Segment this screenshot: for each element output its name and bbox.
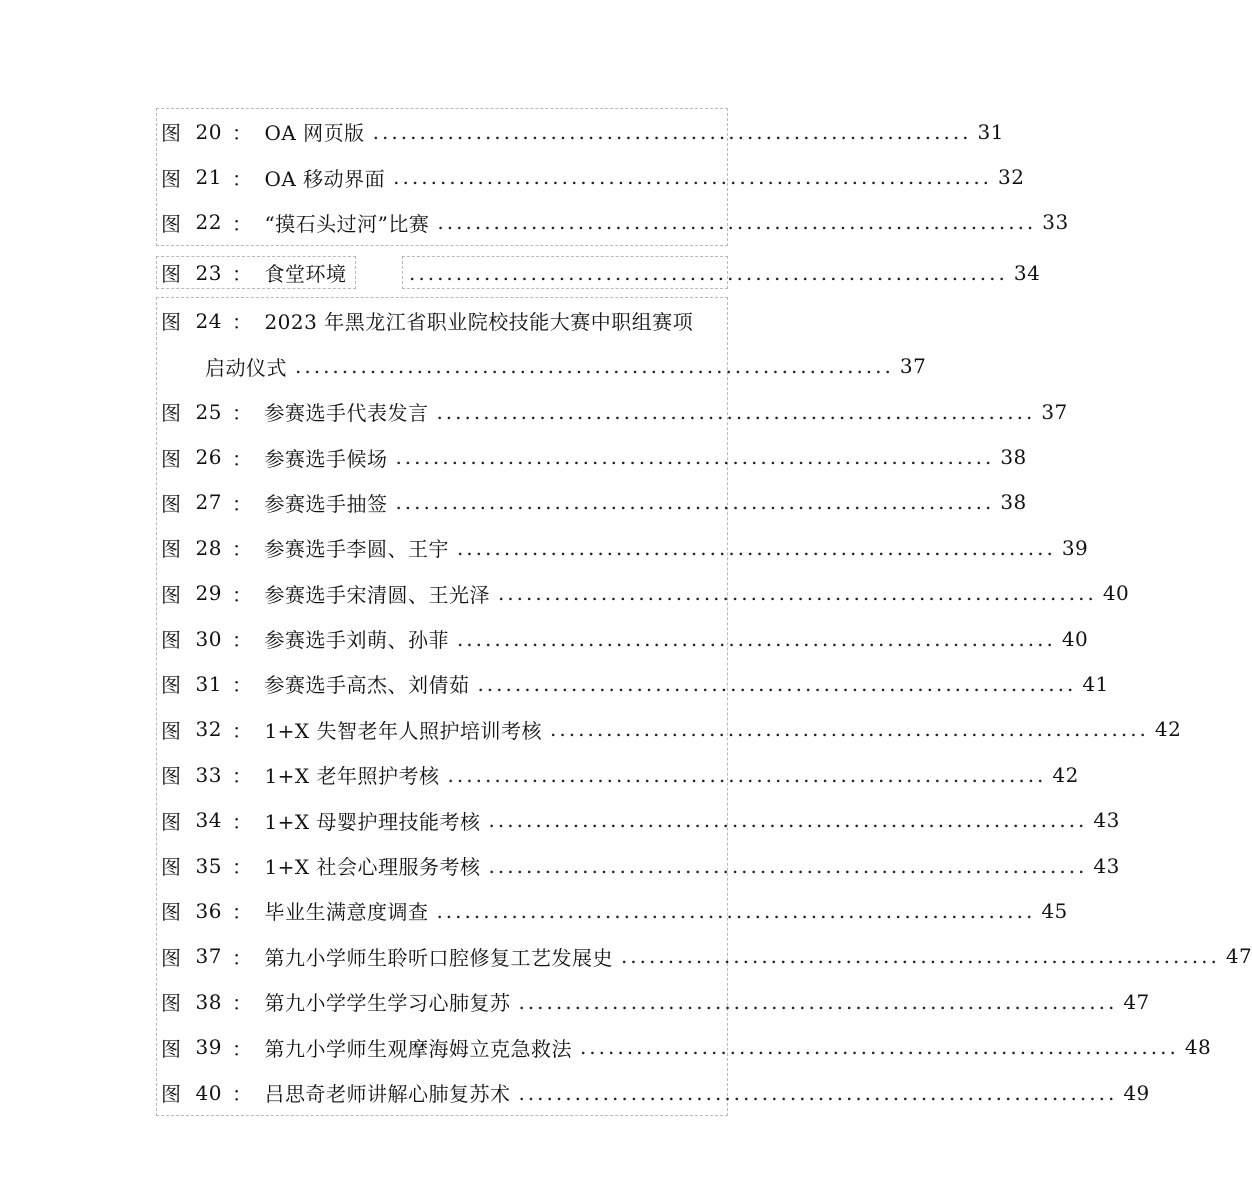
dot-leader: ................................................................ bbox=[295, 354, 894, 379]
entry-page-number: 43 bbox=[1093, 808, 1120, 833]
entry-separator: ： bbox=[231, 446, 253, 471]
toc-entry-23[interactable] bbox=[156, 256, 1041, 289]
dot-leader: ................................................................ bbox=[437, 210, 1037, 235]
entry-separator: ： bbox=[231, 991, 253, 1016]
entry-number: 37 bbox=[195, 944, 222, 969]
dot-leader: ................................................................ bbox=[620, 944, 1220, 969]
toc-entry-38[interactable] bbox=[157, 979, 1150, 1024]
entry-separator: ： bbox=[231, 1036, 253, 1061]
toc-entry-26[interactable] bbox=[157, 434, 1027, 479]
entry-title: 参赛选手高杰、刘倩茹 bbox=[264, 673, 470, 698]
entry-title: 第九小学师生观摩海姆立克急救法 bbox=[264, 1036, 572, 1061]
toc-entry-37[interactable] bbox=[157, 934, 1252, 979]
entry-title: 参赛选手李圆、王宇 bbox=[264, 537, 449, 562]
entry-title: “摸石头过河”比赛 bbox=[264, 211, 430, 236]
entry-number: 26 bbox=[195, 445, 222, 470]
toc-entry-29[interactable] bbox=[157, 571, 1130, 616]
entry-title: 参赛选手抽签 bbox=[264, 491, 388, 516]
toc-entry-22[interactable] bbox=[157, 200, 1069, 245]
toc-entry-20[interactable] bbox=[157, 109, 1004, 154]
dot-leader: ................................................................ bbox=[477, 671, 1077, 696]
entry-prefix: 图 bbox=[161, 166, 182, 191]
entry-title: OA 网页版 bbox=[264, 121, 365, 146]
entry-number: 36 bbox=[195, 898, 222, 923]
entry-separator: ： bbox=[231, 310, 253, 335]
toc-entry-23-title-box bbox=[156, 256, 356, 289]
toc-entry-28[interactable] bbox=[157, 525, 1089, 570]
entry-page-number: 38 bbox=[1000, 490, 1027, 515]
entry-page-number: 40 bbox=[1102, 581, 1130, 606]
entry-page-number: 38 bbox=[1000, 445, 1027, 470]
entry-separator: ： bbox=[231, 262, 253, 287]
entry-number: 27 bbox=[195, 490, 222, 515]
entry-prefix: 图 bbox=[161, 764, 182, 789]
entry-prefix: 图 bbox=[161, 809, 182, 834]
dot-leader: ................................................................ bbox=[579, 1035, 1179, 1060]
entry-page-number: 42 bbox=[1052, 762, 1079, 787]
entry-page-number: 31 bbox=[977, 119, 1004, 144]
dot-leader: ................................................................ bbox=[456, 535, 1056, 560]
entry-title: 参赛选手宋清圆、王光泽 bbox=[264, 582, 490, 607]
dot-leader: ................................................................ bbox=[518, 1080, 1118, 1105]
entry-prefix: 图 bbox=[161, 855, 182, 880]
toc-group-20-22 bbox=[156, 108, 1069, 246]
toc-entry-31[interactable] bbox=[157, 661, 1109, 706]
toc-entry-24-continued[interactable] bbox=[157, 344, 927, 389]
dot-leader: ................................................................ bbox=[409, 260, 1008, 285]
entry-separator: ： bbox=[231, 945, 253, 970]
toc-entry-24[interactable] bbox=[157, 298, 727, 343]
entry-title: 参赛选手代表发言 bbox=[264, 401, 429, 426]
entry-title: 参赛选手候场 bbox=[264, 446, 388, 471]
entry-title: 食堂环境 bbox=[264, 262, 347, 287]
entry-prefix: 图 bbox=[161, 401, 182, 426]
entry-page-number: 41 bbox=[1082, 671, 1109, 696]
entry-separator: ： bbox=[231, 718, 253, 743]
entry-title: OA 移动界面 bbox=[264, 166, 386, 191]
entry-page-number: 47 bbox=[1225, 944, 1252, 969]
entry-page-number: 34 bbox=[1013, 260, 1041, 285]
toc-entry-32[interactable] bbox=[157, 707, 1182, 752]
entry-prefix: 图 bbox=[161, 582, 182, 607]
entry-prefix: 图 bbox=[161, 446, 182, 471]
toc-entry-36[interactable] bbox=[157, 888, 1068, 933]
entry-page-number: 40 bbox=[1061, 626, 1089, 651]
toc-entry-23-page-row bbox=[403, 257, 1041, 288]
entry-title: 第九小学学生学习心肺复苏 bbox=[264, 991, 511, 1016]
entry-separator: ： bbox=[231, 900, 253, 925]
entry-title: 1+X 社会心理服务考核 bbox=[264, 855, 481, 880]
entry-title: 吕思奇老师讲解心肺复苏术 bbox=[264, 1082, 511, 1106]
toc-entry-27[interactable] bbox=[157, 480, 1027, 525]
entry-separator: ： bbox=[231, 1082, 253, 1106]
entry-page-number: 39 bbox=[1061, 535, 1089, 560]
entry-prefix: 图 bbox=[161, 211, 182, 236]
entry-number: 20 bbox=[195, 119, 222, 144]
entry-number: 32 bbox=[195, 717, 222, 742]
dot-leader: ................................................................ bbox=[436, 898, 1036, 923]
entry-prefix: 图 bbox=[161, 310, 182, 335]
entry-prefix: 图 bbox=[161, 673, 182, 698]
entry-page-number: 37 bbox=[1041, 399, 1068, 424]
toc-entry-40[interactable] bbox=[157, 1070, 1150, 1115]
entry-number: 38 bbox=[195, 989, 222, 1014]
toc-entry-33[interactable] bbox=[157, 752, 1079, 797]
entry-separator: ： bbox=[231, 855, 253, 880]
toc-entry-39[interactable] bbox=[157, 1024, 1212, 1069]
entry-page-number: 42 bbox=[1154, 717, 1182, 742]
entry-number: 30 bbox=[195, 626, 222, 651]
dot-leader: ................................................................ bbox=[395, 490, 995, 515]
entry-prefix: 图 bbox=[161, 262, 182, 287]
dot-leader: ................................................................ bbox=[456, 626, 1056, 651]
entry-title: 1+X 失智老年人照护培训考核 bbox=[264, 718, 543, 743]
entry-number: 22 bbox=[195, 210, 222, 235]
entry-number: 23 bbox=[195, 260, 222, 285]
dot-leader: ................................................................ bbox=[395, 445, 995, 470]
toc-entry-25[interactable] bbox=[157, 389, 1068, 434]
toc-entry-23-title-row bbox=[157, 257, 355, 288]
entry-number: 21 bbox=[195, 165, 222, 190]
entry-page-number: 49 bbox=[1123, 1080, 1150, 1105]
entry-prefix: 图 bbox=[161, 628, 182, 653]
entry-number: 33 bbox=[195, 762, 222, 787]
toc-group-24-40 bbox=[156, 297, 1252, 1116]
toc-entry-35[interactable] bbox=[157, 843, 1120, 888]
entry-number: 39 bbox=[195, 1035, 222, 1060]
entry-separator: ： bbox=[231, 673, 253, 698]
entry-separator: ： bbox=[231, 491, 253, 516]
entry-page-number: 32 bbox=[998, 165, 1025, 190]
entry-prefix: 图 bbox=[161, 991, 182, 1016]
entry-prefix: 图 bbox=[161, 537, 182, 562]
entry-prefix: 图 bbox=[161, 945, 182, 970]
entry-number: 35 bbox=[195, 853, 222, 878]
entry-separator: ： bbox=[231, 582, 253, 607]
entry-title: 参赛选手刘萌、孙菲 bbox=[264, 628, 449, 653]
entry-title: 1+X 老年照护考核 bbox=[264, 764, 440, 789]
entry-prefix: 图 bbox=[161, 121, 182, 146]
entry-page-number: 45 bbox=[1041, 898, 1068, 923]
entry-prefix: 图 bbox=[161, 491, 182, 516]
dot-leader: ................................................................ bbox=[447, 762, 1047, 787]
toc-entry-21[interactable] bbox=[157, 154, 1025, 199]
dot-leader: ................................................................ bbox=[518, 989, 1118, 1014]
entry-page-number: 37 bbox=[899, 354, 927, 379]
entry-page-number: 47 bbox=[1123, 989, 1150, 1014]
dot-leader: ................................................................ bbox=[393, 165, 993, 190]
entry-title: 毕业生满意度调查 bbox=[264, 900, 429, 925]
dot-leader: ................................................................ bbox=[436, 399, 1036, 424]
entry-number: 28 bbox=[195, 535, 222, 560]
entry-prefix: 图 bbox=[161, 900, 182, 925]
entry-title: 1+X 母婴护理技能考核 bbox=[264, 809, 481, 834]
entry-number: 40 bbox=[195, 1080, 222, 1105]
entry-number: 29 bbox=[195, 581, 222, 606]
dot-leader: ................................................................ bbox=[488, 853, 1088, 878]
entry-number: 31 bbox=[195, 671, 222, 696]
dot-leader: ................................................................ bbox=[372, 119, 972, 144]
figure-index-list bbox=[156, 108, 1252, 1116]
entry-separator: ： bbox=[231, 764, 253, 789]
toc-entry-34[interactable] bbox=[157, 797, 1120, 842]
entry-separator: ： bbox=[231, 121, 253, 146]
entry-title: 2023 年黑龙江省职业院校技能大赛中职组赛项 bbox=[264, 310, 694, 335]
entry-page-number: 43 bbox=[1093, 853, 1120, 878]
entry-separator: ： bbox=[231, 401, 253, 426]
toc-entry-30[interactable] bbox=[157, 616, 1089, 661]
entry-page-number: 33 bbox=[1042, 210, 1069, 235]
dot-leader: ................................................................ bbox=[497, 581, 1097, 606]
entry-number: 25 bbox=[195, 399, 222, 424]
entry-separator: ： bbox=[231, 809, 253, 834]
entry-separator: ： bbox=[231, 166, 253, 191]
entry-prefix: 图 bbox=[161, 1082, 182, 1106]
dot-leader: ................................................................ bbox=[550, 717, 1149, 742]
entry-prefix: 图 bbox=[161, 1036, 182, 1061]
entry-prefix: 图 bbox=[161, 718, 182, 743]
entry-page-number: 48 bbox=[1184, 1035, 1212, 1060]
entry-number: 34 bbox=[195, 808, 222, 833]
entry-separator: ： bbox=[231, 537, 253, 562]
toc-entry-23-page-box bbox=[402, 256, 1041, 289]
entry-title-continued: 启动仪式 bbox=[205, 355, 287, 380]
entry-separator: ： bbox=[231, 628, 253, 653]
entry-title: 第九小学师生聆听口腔修复工艺发展史 bbox=[264, 945, 613, 970]
entry-separator: ： bbox=[231, 211, 253, 236]
entry-number: 24 bbox=[195, 308, 222, 333]
dot-leader: ................................................................ bbox=[488, 808, 1088, 833]
